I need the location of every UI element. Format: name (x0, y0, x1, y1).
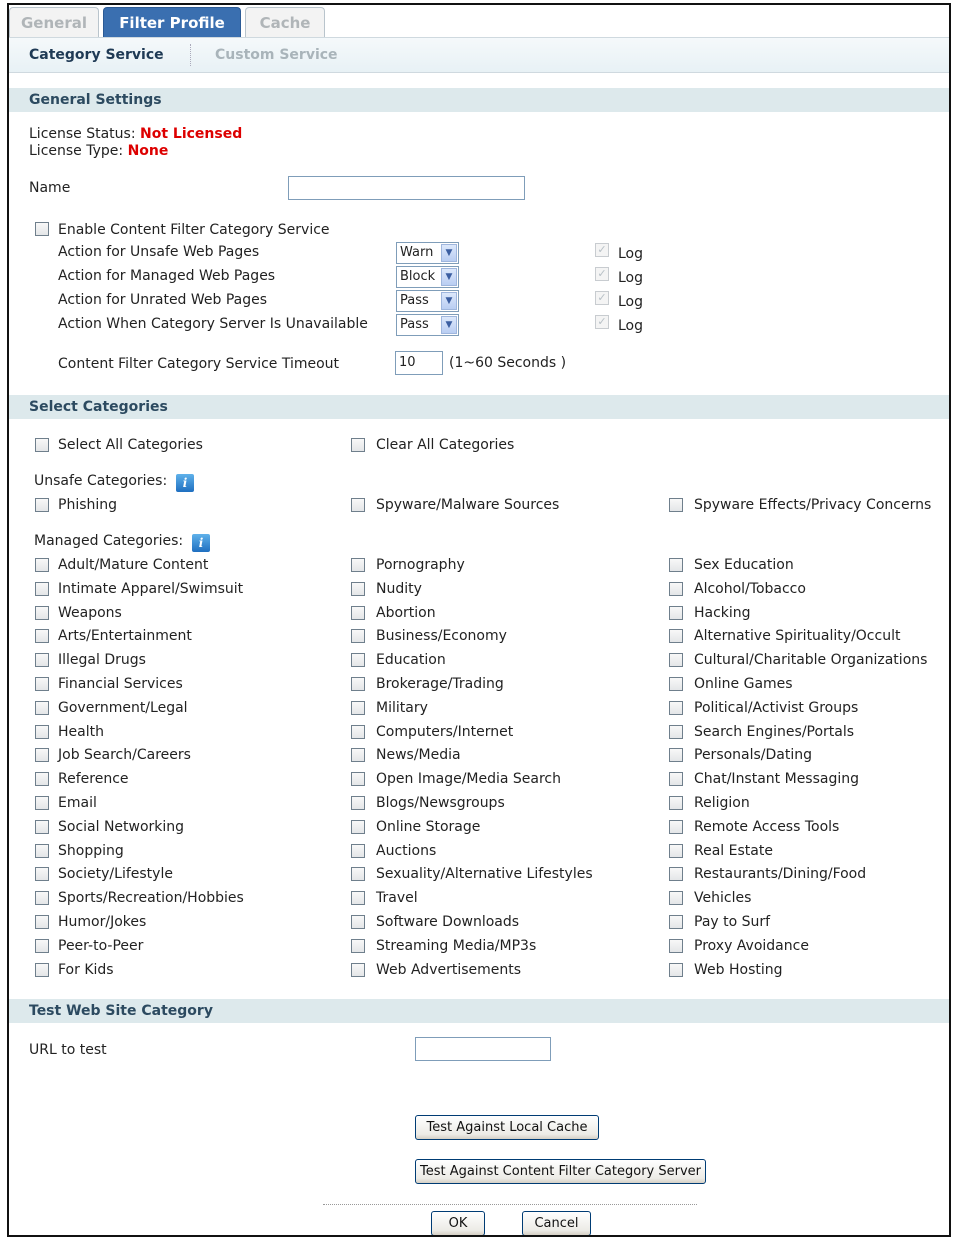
category-checkbox-email[interactable] (35, 796, 49, 810)
category-label: Spyware/Malware Sources (376, 497, 560, 513)
category-checkbox-chat-instant-messaging[interactable] (669, 772, 683, 786)
category-label: Open Image/Media Search (376, 771, 562, 788)
clear-all-checkbox[interactable] (351, 438, 365, 452)
category-label: Alternative Spirituality/Occult (694, 628, 901, 645)
category-label: Abortion (376, 604, 436, 621)
category-checkbox-travel[interactable] (351, 891, 365, 905)
log-label: Log (618, 294, 644, 310)
category-label: Government/Legal (58, 699, 188, 716)
select-all-checkbox[interactable] (35, 438, 49, 452)
category-checkbox-hacking[interactable] (669, 606, 683, 620)
category-label: News/Media (376, 747, 461, 764)
category-label: Adult/Mature Content (58, 557, 209, 573)
category-checkbox-online-storage[interactable] (351, 820, 365, 834)
category-label: Military (376, 699, 428, 716)
category-label: Restaurants/Dining/Food (694, 866, 867, 883)
category-label: Intimate Apparel/Swimsuit (58, 580, 244, 597)
timeout-unit: (1~60 Seconds ) (449, 355, 567, 371)
category-label: Alcohol/Tobacco (694, 580, 806, 597)
category-checkbox-open-image-media-search[interactable] (351, 772, 365, 786)
tab-filter-profile[interactable]: Filter Profile (103, 7, 241, 37)
category-label: Personals/Dating (694, 747, 813, 764)
license-status (29, 126, 242, 142)
action-select[interactable] (396, 314, 459, 336)
category-checkbox-spyware-malware-sources[interactable] (351, 498, 365, 512)
category-checkbox-proxy-avoidance[interactable] (669, 939, 683, 953)
section-select-categories: Select Categories (9, 395, 949, 419)
subtab-category-service[interactable]: Category Service (29, 47, 164, 63)
category-label: Political/Activist Groups (694, 699, 859, 716)
log-label: Log (618, 318, 644, 334)
category-checkbox-alcohol-tobacco[interactable] (669, 582, 683, 596)
tab-bar (9, 5, 949, 37)
category-checkbox-auctions[interactable] (351, 844, 365, 858)
category-checkbox-online-games[interactable] (669, 677, 683, 691)
category-checkbox-society-lifestyle[interactable] (35, 867, 49, 881)
log-label: Log (618, 270, 644, 286)
category-checkbox-religion[interactable] (669, 796, 683, 810)
category-checkbox-government-legal[interactable] (35, 701, 49, 715)
managed-info-icon[interactable]: i (192, 534, 210, 552)
tab-general[interactable]: General (9, 7, 99, 37)
category-checkbox-intimate-apparel-swimsuit[interactable] (35, 582, 49, 596)
category-label: Proxy Avoidance (694, 937, 809, 954)
log-label: Log (618, 246, 644, 262)
category-checkbox-pornography[interactable] (351, 558, 365, 572)
filter-profile-window (7, 3, 951, 1237)
cancel-button[interactable]: Cancel (522, 1211, 591, 1236)
category-label: Arts/Entertainment (58, 628, 192, 645)
section-general-settings: General Settings (9, 88, 949, 112)
category-checkbox-software-downloads[interactable] (351, 915, 365, 929)
category-label: Real Estate (694, 842, 773, 859)
log-checkbox: ✓ (595, 243, 609, 257)
name-field[interactable] (288, 176, 525, 200)
chevron-down-icon[interactable]: ▼ (441, 244, 457, 262)
subtab-custom-service[interactable]: Custom Service (215, 47, 338, 63)
action-label: Action for Managed Web Pages (58, 268, 276, 284)
category-checkbox-military[interactable] (351, 701, 365, 715)
category-label: For Kids (58, 961, 114, 978)
chevron-down-icon[interactable]: ▼ (441, 268, 457, 286)
category-checkbox-political-activist-groups[interactable] (669, 701, 683, 715)
category-label: Financial Services (58, 676, 183, 692)
category-checkbox-web-advertisements[interactable] (351, 963, 365, 977)
category-checkbox-computers-internet[interactable] (351, 725, 365, 739)
category-checkbox-business-economy[interactable] (351, 629, 365, 643)
category-label: Online Games (694, 676, 793, 692)
category-label: Hacking (694, 604, 751, 621)
category-checkbox-weapons[interactable] (35, 606, 49, 620)
category-checkbox-personals-dating[interactable] (669, 748, 683, 762)
category-label: Brokerage/Trading (376, 676, 504, 692)
action-label: Action When Category Server Is Unavailable (58, 316, 368, 332)
category-label: Phishing (58, 497, 118, 513)
category-checkbox-spyware-effects-privacy-concerns[interactable] (669, 498, 683, 512)
category-checkbox-humor-jokes[interactable] (35, 915, 49, 929)
category-checkbox-remote-access-tools[interactable] (669, 820, 683, 834)
license-status-value: Not Licensed (140, 126, 243, 142)
license-type-label: License Type: (29, 143, 124, 159)
category-label: Search Engines/Portals (694, 723, 855, 740)
test-local-cache-button[interactable]: Test Against Local Cache (415, 1115, 599, 1140)
action-select[interactable] (396, 290, 459, 312)
action-label: Action for Unrated Web Pages (58, 292, 268, 308)
url-to-test-field[interactable] (415, 1037, 551, 1061)
select-all-label: Select All Categories (58, 437, 203, 453)
category-label: Humor/Jokes (58, 914, 147, 930)
category-label: Web Advertisements (376, 961, 522, 978)
timeout-label: Content Filter Category Service Timeout (58, 356, 340, 372)
category-checkbox-adult-mature-content[interactable] (35, 558, 49, 572)
license-type (29, 143, 168, 159)
category-checkbox-financial-services[interactable] (35, 677, 49, 691)
category-label: Remote Access Tools (694, 818, 840, 835)
category-label: Shopping (58, 842, 124, 859)
action-select-value: Block (400, 269, 436, 284)
timeout-field[interactable]: 10 (395, 351, 443, 375)
chevron-down-icon[interactable]: ▼ (441, 316, 457, 334)
button-divider (323, 1204, 697, 1205)
category-checkbox-cultural-charitable-organizations[interactable] (669, 653, 683, 667)
ok-button[interactable]: OK (431, 1211, 485, 1236)
category-checkbox-alternative-spirituality-occult[interactable] (669, 629, 683, 643)
action-label: Action for Unsafe Web Pages (58, 244, 260, 260)
category-label: Society/Lifestyle (58, 866, 173, 883)
category-checkbox-sexuality-alternative-lifestyles[interactable] (351, 867, 365, 881)
category-checkbox-blogs-newsgroups[interactable] (351, 796, 365, 810)
log-checkbox: ✓ (595, 315, 609, 329)
name-label: Name (29, 180, 71, 196)
subtab-separator (190, 44, 191, 66)
action-select[interactable] (396, 242, 459, 264)
category-label: Business/Economy (376, 628, 507, 645)
category-checkbox-arts-entertainment[interactable] (35, 629, 49, 643)
category-label: Blogs/Newsgroups (376, 795, 505, 811)
action-select-value: Pass (400, 317, 429, 332)
category-checkbox-shopping[interactable] (35, 844, 49, 858)
clear-all-label: Clear All Categories (376, 437, 515, 453)
category-label: Weapons (58, 604, 122, 621)
managed-categories-label: Managed Categories: (34, 533, 184, 549)
category-label: Religion (694, 795, 750, 811)
category-label: Software Downloads (376, 914, 520, 930)
category-checkbox-illegal-drugs[interactable] (35, 653, 49, 667)
enable-category-service-label: Enable Content Filter Category Service (58, 222, 330, 238)
category-checkbox-brokerage-trading[interactable] (351, 677, 365, 691)
category-checkbox-search-engines-portals[interactable] (669, 725, 683, 739)
category-checkbox-phishing[interactable] (35, 498, 49, 512)
category-label: Auctions (376, 842, 437, 859)
category-checkbox-social-networking[interactable] (35, 820, 49, 834)
log-checkbox: ✓ (595, 291, 609, 305)
category-label: Pornography (376, 557, 465, 573)
category-checkbox-job-search-careers[interactable] (35, 748, 49, 762)
category-checkbox-nudity[interactable] (351, 582, 365, 596)
tab-cache[interactable]: Cache (245, 7, 325, 37)
enable-category-service-checkbox[interactable] (35, 222, 49, 236)
category-checkbox-education[interactable] (351, 653, 365, 667)
category-label: Spyware Effects/Privacy Concerns (694, 497, 932, 513)
category-checkbox-peer-to-peer[interactable] (35, 939, 49, 953)
chevron-down-icon[interactable]: ▼ (441, 292, 457, 310)
unsafe-info-icon[interactable]: i (176, 474, 194, 492)
category-label: Sexuality/Alternative Lifestyles (376, 866, 593, 883)
category-label: Nudity (376, 580, 422, 597)
category-checkbox-real-estate[interactable] (669, 844, 683, 858)
category-label: Computers/Internet (376, 723, 514, 740)
category-label: Email (58, 795, 97, 811)
action-select-value: Pass (400, 293, 429, 308)
section-test-web-site-category: Test Web Site Category (9, 999, 949, 1023)
category-checkbox-web-hosting[interactable] (669, 963, 683, 977)
category-checkbox-vehicles[interactable] (669, 891, 683, 905)
category-label: Travel (376, 890, 418, 907)
action-select-value: Warn (400, 245, 434, 260)
subtab-bar (9, 37, 949, 73)
test-category-server-button[interactable]: Test Against Content Filter Category Server (415, 1159, 706, 1184)
category-label: Sports/Recreation/Hobbies (58, 890, 244, 907)
category-label: Cultural/Charitable Organizations (694, 652, 928, 669)
category-checkbox-reference[interactable] (35, 772, 49, 786)
category-label: Vehicles (694, 890, 752, 907)
category-label: Streaming Media/MP3s (376, 937, 537, 954)
category-checkbox-streaming-media-mp3s[interactable] (351, 939, 365, 953)
license-type-value: None (127, 143, 169, 159)
category-label: Health (58, 723, 104, 740)
category-label: Chat/Instant Messaging (694, 771, 860, 788)
license-status-label: License Status: (29, 126, 136, 142)
category-checkbox-news-media[interactable] (351, 748, 365, 762)
category-checkbox-sports-recreation-hobbies[interactable] (35, 891, 49, 905)
category-label: Online Storage (376, 818, 481, 835)
category-label: Pay to Surf (694, 914, 771, 930)
category-label: Peer-to-Peer (58, 937, 144, 954)
category-checkbox-sex-education[interactable] (669, 558, 683, 572)
category-checkbox-pay-to-surf[interactable] (669, 915, 683, 929)
category-label: Web Hosting (694, 961, 783, 978)
action-select[interactable] (396, 266, 459, 288)
category-label: Social Networking (58, 818, 185, 835)
unsafe-categories-label: Unsafe Categories: (34, 473, 168, 489)
url-to-test-label: URL to test (29, 1042, 107, 1058)
category-label: Job Search/Careers (58, 747, 191, 764)
category-checkbox-health[interactable] (35, 725, 49, 739)
category-label: Education (376, 652, 446, 669)
category-checkbox-restaurants-dining-food[interactable] (669, 867, 683, 881)
category-label: Illegal Drugs (58, 652, 146, 669)
category-label: Reference (58, 771, 129, 788)
log-checkbox: ✓ (595, 267, 609, 281)
category-checkbox-abortion[interactable] (351, 606, 365, 620)
category-label: Sex Education (694, 557, 794, 573)
category-checkbox-for-kids[interactable] (35, 963, 49, 977)
